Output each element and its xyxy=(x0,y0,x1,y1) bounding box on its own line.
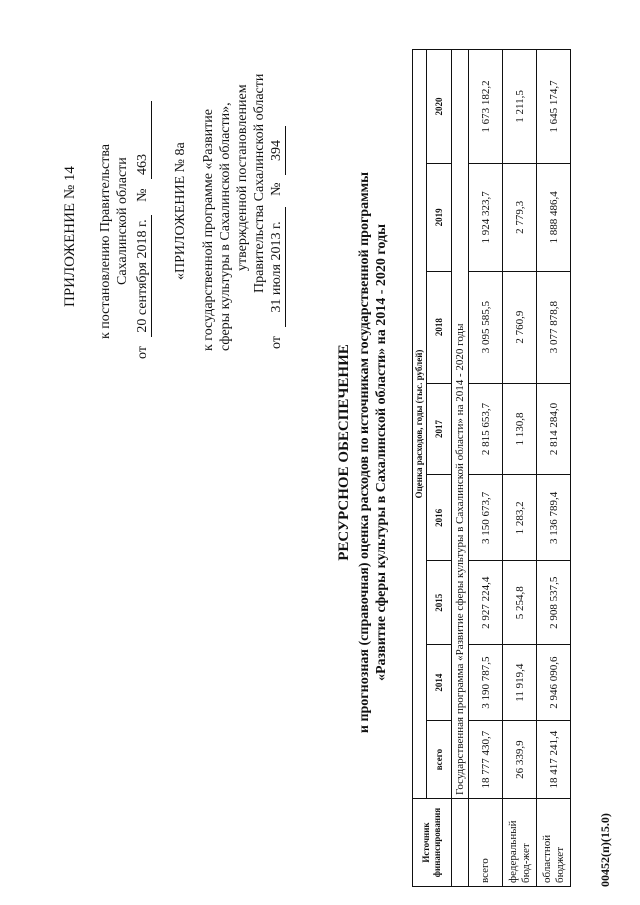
table-row xyxy=(537,50,571,887)
document-title: РЕСУРСНОЕ ОБЕСПЕЧЕНИЕ xyxy=(336,344,352,561)
cell-value: 26 339,9 xyxy=(503,721,537,799)
cell-value: 3 095 585,5 xyxy=(469,271,503,383)
cell-value: 1 283,2 xyxy=(503,475,537,561)
cell-value: 18 417 241,4 xyxy=(537,721,571,799)
cell-value: 2 815 653,7 xyxy=(469,383,503,475)
col-header-2014: 2014 xyxy=(427,645,452,721)
cell-value: 2 908 537,5 xyxy=(537,561,571,645)
row-source: областной бюджет xyxy=(537,799,571,887)
document-subtitle-1: и прогнозная (справочная) оценка расходов по источникам государственной программы xyxy=(357,171,372,734)
table-row xyxy=(469,50,503,887)
col-header-2019: 2019 xyxy=(427,163,452,271)
col-header-2015: 2015 xyxy=(427,561,452,645)
cell-value: 11 919,4 xyxy=(503,645,537,721)
section-blank-cell xyxy=(452,799,469,887)
cell-value: 1 673 182,2 xyxy=(469,50,503,164)
cell-value: 18 777 430,7 xyxy=(469,721,503,799)
resolution-line-2: Сахалинской области xyxy=(115,157,130,285)
resolution-date-line xyxy=(134,101,152,359)
source-header: Источник финансирования xyxy=(413,799,452,887)
col-header-2016: 2016 xyxy=(427,475,452,561)
cell-value: 5 254,8 xyxy=(503,561,537,645)
row-source: всего xyxy=(469,799,503,887)
from-prefix-8a: от xyxy=(269,336,284,349)
appendix-14-heading: ПРИЛОЖЕНИЕ № 14 xyxy=(62,166,78,307)
cell-value: 2 927 224,4 xyxy=(469,561,503,645)
appendix-8a-line-2: сферы культуры в Сахалинской области», xyxy=(218,102,233,351)
document-subtitle-2: «Развитие сферы культуры в Сахалинской области» на 2014 - 2020 годы xyxy=(374,223,389,682)
appendix-8a-number: 394 xyxy=(268,126,286,175)
row-source: федеральный бюд-жет xyxy=(503,799,537,887)
cell-value: 1 130,8 xyxy=(503,383,537,475)
appendix-8a-line-3: утвержденной постановлением xyxy=(235,84,250,271)
table-row xyxy=(503,50,537,887)
resolution-number: 463 xyxy=(134,101,152,179)
from-prefix: от xyxy=(135,346,150,359)
col-header-total: всего xyxy=(427,721,452,799)
cell-value: 2 946 090,6 xyxy=(537,645,571,721)
appendix-8a-heading: «ПРИЛОЖЕНИЕ № 8а xyxy=(173,142,188,280)
col-header-2020: 2020 xyxy=(427,50,452,164)
col-header-2017: 2017 xyxy=(427,383,452,475)
resolution-line-1: к постановлению Правительства xyxy=(98,143,113,339)
appendix-8a-line-1: к государственной программе «Развитие xyxy=(201,109,216,351)
estimate-header: Оценка расходов, годы (тыс. рублей) xyxy=(413,50,427,799)
cell-value: 2 814 284,0 xyxy=(537,383,571,475)
cell-value: 1 924 323,7 xyxy=(469,163,503,271)
appendix-8a-date: 31 июля 2013 г. xyxy=(268,207,286,326)
appendix-8a-date-line xyxy=(268,126,286,349)
cell-value: 3 190 787,5 xyxy=(469,645,503,721)
cell-value: 2 779,3 xyxy=(503,163,537,271)
number-prefix-8a: № xyxy=(269,182,284,196)
document-code: 00452(п)(15.0) xyxy=(598,813,612,887)
cell-value: 1 888 486,4 xyxy=(537,163,571,271)
cell-value: 3 136 789,4 xyxy=(537,475,571,561)
cell-value: 1 645 174,7 xyxy=(537,50,571,164)
cell-value: 3 077 878,8 xyxy=(537,271,571,383)
number-prefix: № xyxy=(135,188,150,202)
resource-table xyxy=(412,49,571,887)
table-section-row xyxy=(452,50,469,887)
cell-value: 2 760,9 xyxy=(503,271,537,383)
cell-value: 3 150 673,7 xyxy=(469,475,503,561)
cell-value: 1 211,5 xyxy=(503,50,537,164)
appendix-8a-line-4: Правительства Сахалинской области xyxy=(252,73,267,293)
section-title: Государственная программа «Развитие сферы культуры в Сахалинской области» на 2014 - 2020 годы xyxy=(452,50,469,799)
resolution-date: 20 сентября 2018 г. xyxy=(134,215,152,336)
table-header-row-1 xyxy=(413,50,427,887)
col-header-2018: 2018 xyxy=(427,271,452,383)
table-header-row-2 xyxy=(427,50,452,887)
